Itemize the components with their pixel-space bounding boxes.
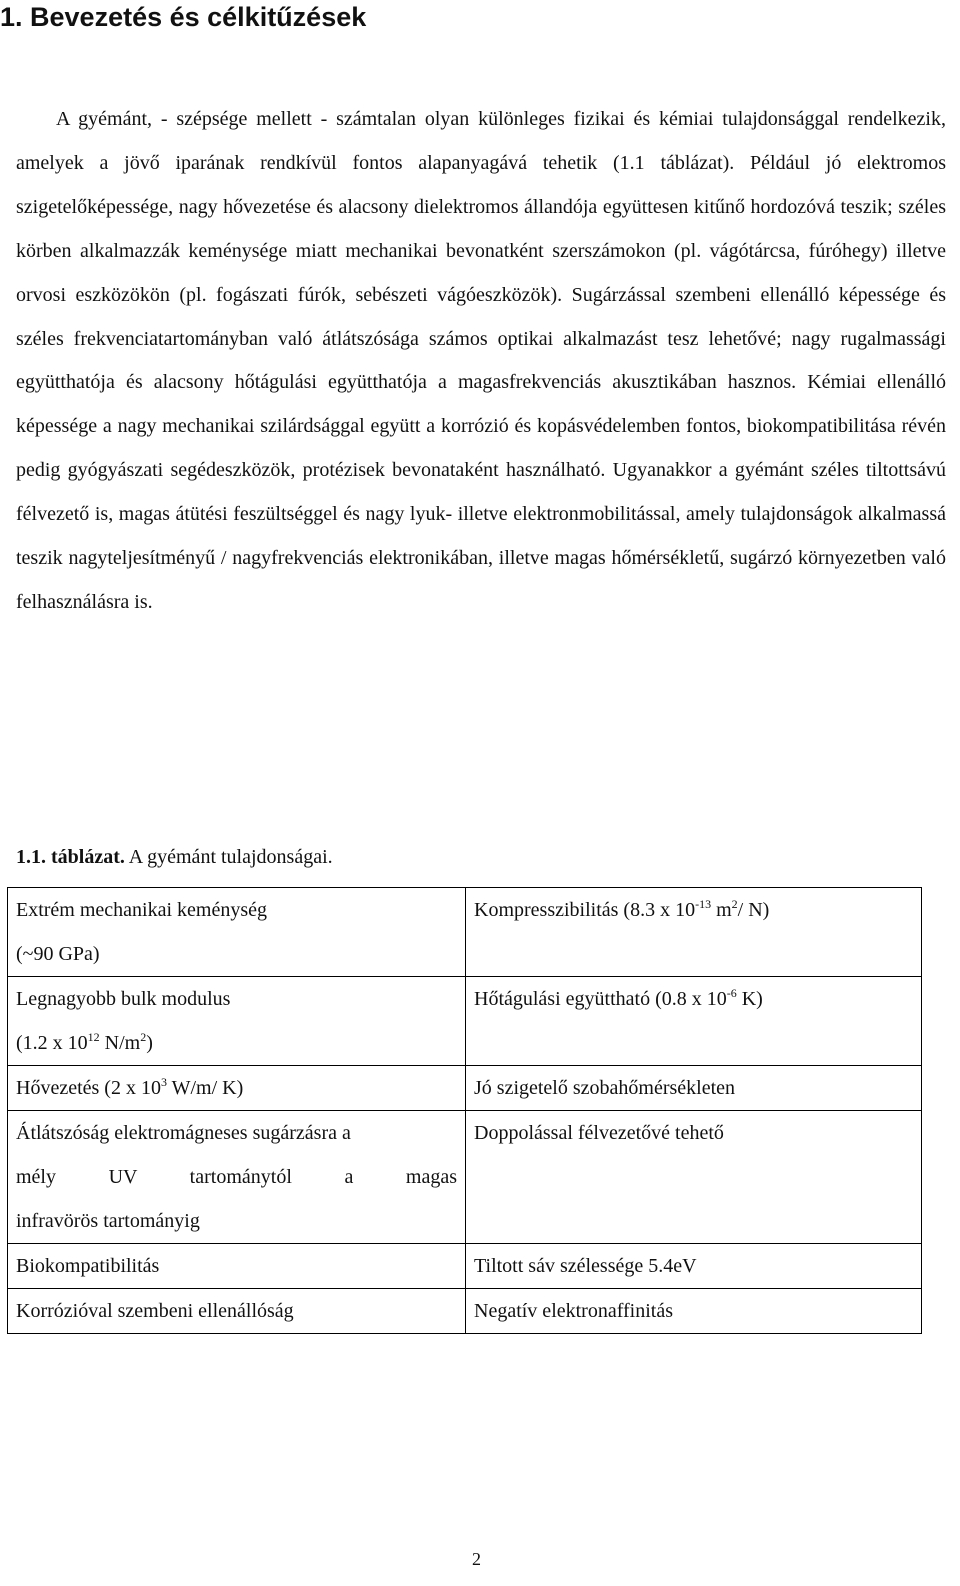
table-cell: Korrózióval szembeni ellenállóság — [8, 1289, 466, 1334]
superscript: 12 — [87, 1030, 100, 1044]
table-cell — [8, 1111, 466, 1244]
table-cell: Doppolással félvezetővé tehető — [466, 1111, 922, 1244]
table-caption — [16, 843, 333, 871]
cell-text: ) — [146, 1032, 153, 1054]
superscript: 2 — [731, 897, 738, 911]
table-cell — [8, 977, 466, 1066]
table-cell — [8, 1066, 466, 1111]
superscript: -6 — [726, 986, 737, 1000]
table-cell — [466, 888, 922, 977]
table-row — [8, 1289, 922, 1334]
table-caption-label: 1.1. táblázat. — [16, 846, 125, 868]
table-row — [8, 1066, 922, 1111]
table-cell: Tiltott sáv szélessége 5.4eV — [466, 1244, 922, 1289]
table-cell: Biokompatibilitás — [8, 1244, 466, 1289]
intro-paragraph — [16, 98, 946, 625]
cell-text: Hőtágulási együttható (0.8 x 10 — [474, 988, 727, 1010]
cell-text: Hővezetés (2 x 10 — [16, 1077, 161, 1099]
table-cell — [466, 977, 922, 1066]
paragraph-text: A gyémánt, - szépsége mellett - számtalan olyan különleges fizikai és kémiai tulajdonsággal rendelkezik, amelyek a jövő iparának rendkívül fontos alapanyagává tehetik (1.1 táblázat). Például jó elektromos szigetelőképessége, nagy hővezetése és alacsony dielektromos állandója együttesen kitűnő hordozóvá teszik; széles körben alkalmazzák keménysége miatt mechanikai bevonatként szerszámokon (pl. vágótárcsa, fúróhegy) illetve orvosi eszközökön (pl. fogászati fúrók, sebészeti vágóeszközök). Sugárzással szembeni ellenálló képessége és széles frekvenciatartományban való átlátszósága számos optikai alkalmazást tesz lehetővé; nagy rugalmassági együtthatója és alacsony hőtágulási együtthatója a magasfrekvenciás akusztikában hasznos. Kémiai ellenálló képessége a nagy mechanikai szilárdsággal együtt a korrózió és kopásvédelemben fontos, biokompatibilitása révén pedig gyógyászati segédeszközök, protézisek bevonataként használható. Ugyanakkor a gyémánt széles tiltottsávú félvezető is, magas átütési feszültséggel és nagy lyuk- illetve elektronmobilitással, amely tulajdonságok alkalmassá teszik nagyteljesítményű / nagyfrekvenciás elektronikában, illetve magas hőmérsékletű, sugárzó környezetben való felhasználásra is. — [16, 108, 946, 613]
table-row — [8, 1244, 922, 1289]
table-cell — [8, 888, 466, 977]
cell-text: / N) — [737, 899, 770, 921]
diamond-properties-table — [7, 887, 922, 1334]
cell-text: K) — [736, 988, 763, 1010]
cell-text: (1.2 x 10 — [16, 1032, 88, 1054]
cell-line: infravörös tartományig — [16, 1210, 200, 1232]
table-cell: Negatív elektronaffinitás — [466, 1289, 922, 1334]
page-number: 2 — [472, 1549, 481, 1569]
table-cell: Jó szigetelő szobahőmérsékleten — [466, 1066, 922, 1111]
superscript: 2 — [140, 1030, 147, 1044]
cell-line — [16, 1021, 457, 1065]
superscript: 3 — [160, 1075, 167, 1089]
cell-text: W/m/ K) — [166, 1077, 244, 1099]
table-row — [8, 888, 922, 977]
table-row — [8, 1111, 922, 1244]
superscript: -13 — [695, 897, 712, 911]
table-caption-text: A gyémánt tulajdonságai. — [124, 846, 333, 868]
cell-text: m — [711, 899, 732, 921]
cell-line: Legnagyobb bulk modulus — [16, 988, 231, 1010]
cell-line: Extrém mechanikai keménység — [16, 899, 268, 921]
cell-line: mély UV tartománytól a magas — [16, 1166, 457, 1188]
cell-line: Átlátszóság elektromágneses sugárzásra a — [16, 1122, 351, 1144]
table-row — [8, 977, 922, 1066]
section-heading: 1. Bevezetés és célkitűzések — [0, 2, 367, 32]
cell-line: (~90 GPa) — [16, 943, 100, 965]
cell-text: Kompresszibilitás (8.3 x 10 — [474, 899, 696, 921]
cell-text: N/m — [99, 1032, 141, 1054]
